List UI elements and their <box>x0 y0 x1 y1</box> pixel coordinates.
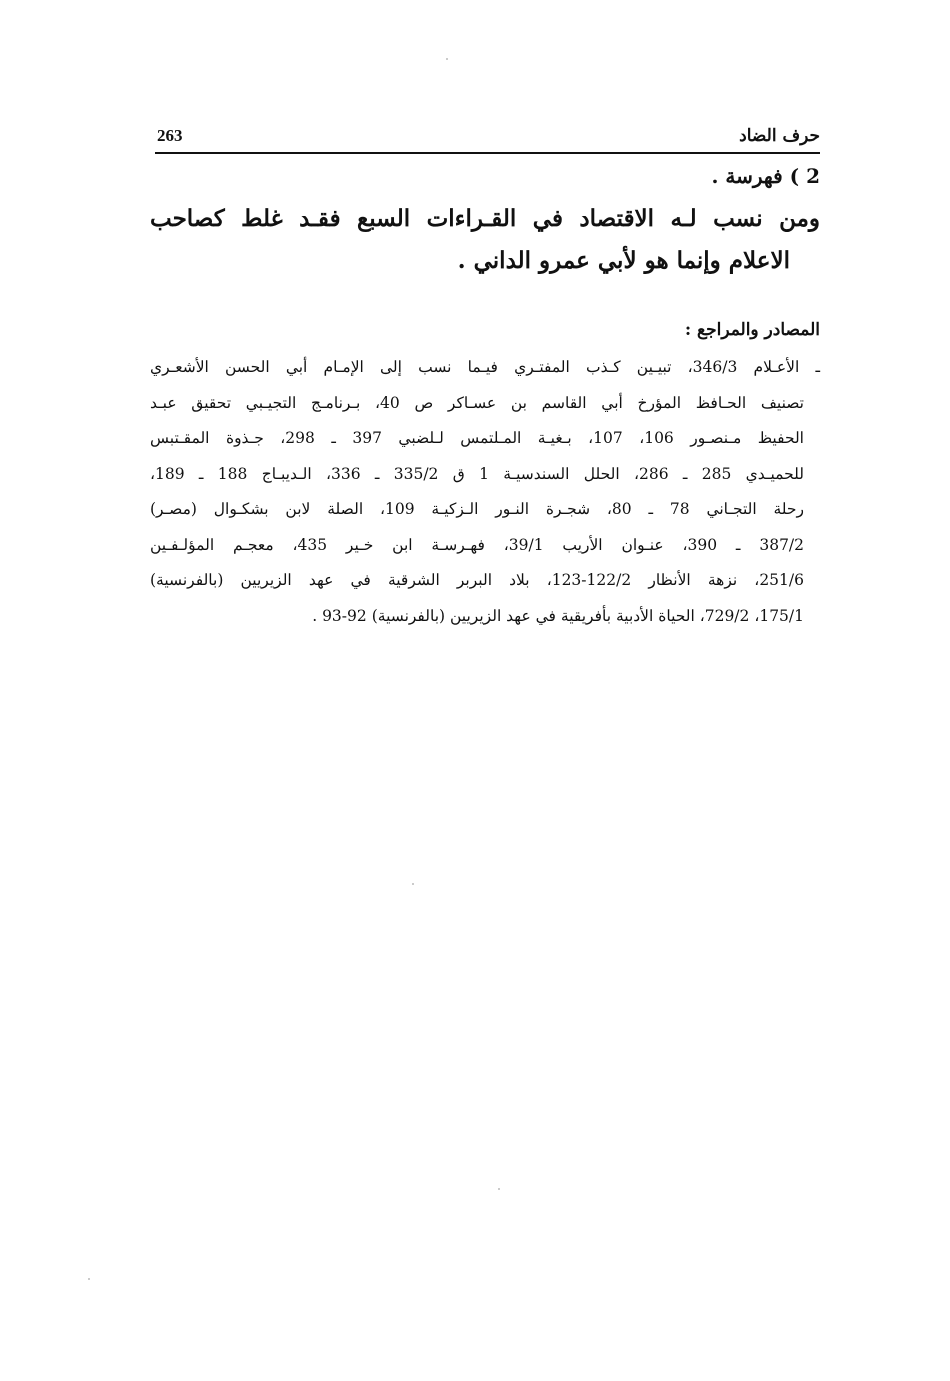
page-number: 263 <box>157 126 183 145</box>
sources-line: الحفيظ مـنصـور 106، 107، بـغيـة المـلتمس لـلضبي 397 ـ 298، جـذوة المقـتبس <box>150 429 804 447</box>
paragraph-line: الاعلام وإنما هو لأبي عمرو الداني . <box>457 247 790 274</box>
sources-line: رحلة التجـاني 78 ـ 80، شجـرة النـور الـزكيـة 109، الصلة لابن بشكـوال (مصـر) <box>150 500 805 518</box>
scan-speck <box>412 883 414 885</box>
sources-line: 175/1، 729/2، الحياة الأدبية بأفريقية في عهد الزيريين (بالفرنسية) 92-93 . <box>312 606 804 625</box>
sources-line: 251/6، نزهة الأنظار 122/2-123، بلاد البربر الشرقية في عهد الزيريين (بالفرنسية) <box>150 571 804 589</box>
sources-line: للحميـدي 285 ـ 286، الحلل السندسيـة 1 ق 335/2 ـ 336، الـديبـاج 188 ـ 189، <box>150 464 804 483</box>
paragraph-line: ومن نسب لـه الاقتصاد في القـراءات السبع فقـد غلط كصاحب <box>150 205 820 232</box>
sources-line: 387/2 ـ 390، عنـوان الأريب 39/1، فهـرسـة ابن خـير 435، معجـم المؤلـفـين <box>150 535 805 554</box>
sources-list <box>150 350 820 634</box>
sources-line: تصنيف الحـافظ المؤرخ أبي القاسم بن عسـاكر ص 40، بـرنامـج التجيـبي تحقيق عبـد <box>150 393 804 412</box>
footnote: 2 ) فهرسة . <box>711 164 820 188</box>
scan-speck <box>88 1278 90 1280</box>
sources-line: ـ الأعـلام 346/3، تبيـين كـذب المفتـري فيـما نسب إلى الإمـام أبي الحسن الأشعـري <box>150 358 820 376</box>
sources-heading: المصادر والمراجع : <box>684 320 820 340</box>
scan-speck <box>446 58 448 60</box>
scan-speck <box>498 1188 500 1190</box>
running-title: حرف الضاد <box>739 126 820 146</box>
main-paragraph <box>150 198 820 282</box>
page-header <box>155 126 820 154</box>
